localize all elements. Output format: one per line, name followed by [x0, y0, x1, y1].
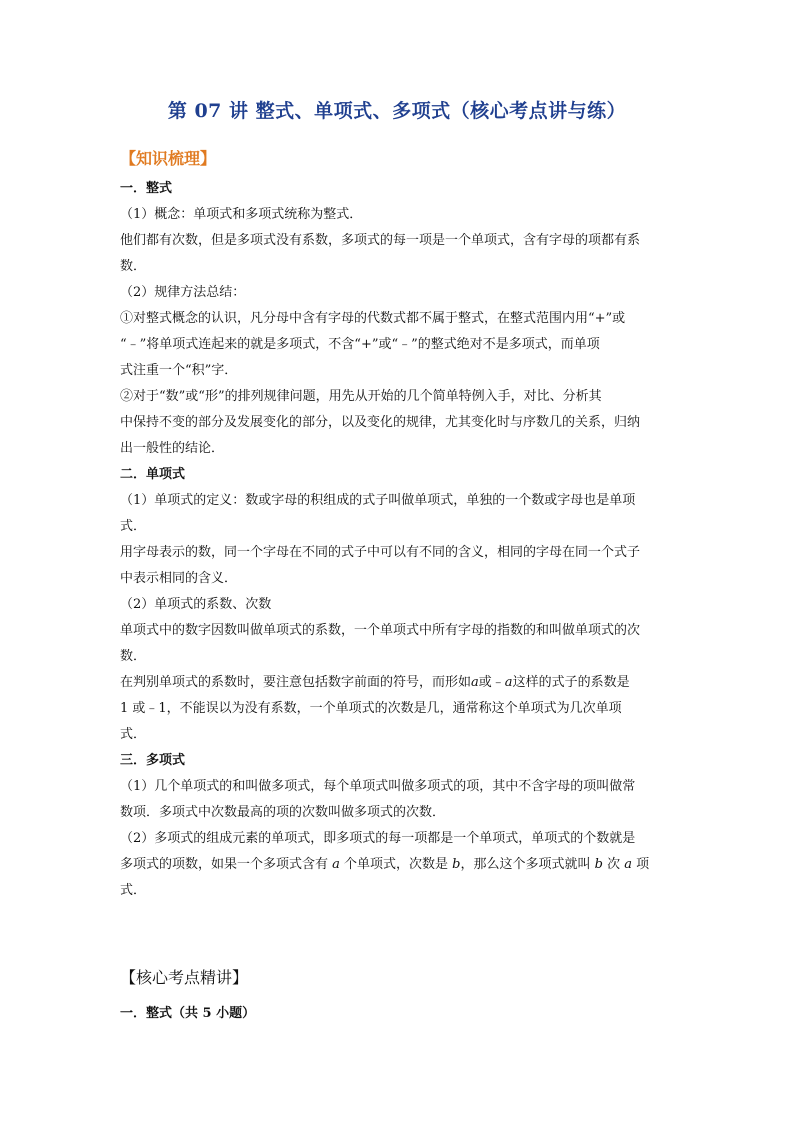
knowledge-body	[120, 176, 680, 904]
section-heading-monomial: 二．单项式	[120, 467, 186, 482]
page-title: 第 07 讲 整式、单项式、多项式（核心考点讲与练）	[167, 100, 627, 122]
math-variable: a	[332, 857, 340, 872]
text-run: 项	[632, 857, 650, 872]
paragraph: 出一般性的结论．	[120, 441, 225, 456]
core-subheading: 一．整式（共 5 小题）	[120, 1006, 256, 1021]
core-heading: 【核心考点精讲】	[120, 968, 249, 987]
math-variable: b	[594, 857, 603, 872]
paragraph: 他们都有次数，但是多项式没有系数，多项式的每一项是一个单项式，含有字母的项都有系	[120, 233, 641, 248]
paragraph: ①对整式概念的认识，凡分母中含有字母的代数式都不属于整式，在整式范围内用“+”或	[120, 311, 626, 326]
paragraph: 中表示相同的含义．	[120, 571, 238, 586]
text-run: 这样的式子的系数是	[512, 675, 630, 690]
text-run: 个单项式，次数是	[339, 857, 453, 872]
paragraph: 式．	[120, 883, 147, 898]
paragraph: “﹣”将单项式连起来的就是多项式，不含“+”或“﹣”的整式绝对不是多项式，而单项	[120, 337, 600, 352]
paragraph	[120, 670, 680, 696]
paragraph	[120, 852, 680, 878]
text-run: 次	[602, 857, 625, 872]
math-variable: a	[504, 675, 513, 690]
paragraph: 式．	[120, 727, 147, 742]
paragraph: （1）单项式的定义：数或字母的积组成的式子叫做单项式，单独的一个数或字母也是单项	[120, 493, 636, 508]
text-run: ，那么这个多项式就叫	[460, 857, 595, 872]
paragraph: （2）规律方法总结：	[120, 285, 246, 300]
paragraph: 用字母表示的数，同一个字母在不同的式子中可以有不同的含义，相同的字母在同一个式子	[120, 545, 641, 560]
section-heading-polynomial-expr: 一．整式	[120, 181, 173, 196]
paragraph: （1）概念：单项式和多项式统称为整式．	[120, 207, 363, 222]
math-variable: b	[452, 857, 461, 872]
text-run: 在判别单项式的系数时，要注意包括数字前面的符号，而形如	[120, 675, 472, 690]
paragraph: ②对于“数”或“形”的排列规律问题，用先从开始的几个简单特例入手，对比、分析其	[120, 389, 602, 404]
math-variable: a	[624, 857, 632, 872]
math-variable: a	[471, 675, 479, 690]
paragraph: 单项式中的数字因数叫做单项式的系数，一个单项式中所有字母的指数的和叫做单项式的次	[120, 623, 641, 638]
paragraph: 式注重一个“积”字．	[120, 363, 238, 378]
paragraph: 1 或﹣1，不能误以为没有系数，一个单项式的次数是几，通常称这个单项式为几次单项	[120, 701, 622, 716]
paragraph: 数项．多项式中次数最高的项的次数叫做多项式的次数．	[120, 805, 446, 820]
section-heading-polynomial: 三．多项式	[120, 753, 186, 768]
paragraph: 数．	[120, 259, 147, 274]
text-run: 或﹣	[478, 675, 505, 690]
paragraph: 中保持不变的部分及发展变化的部分，以及变化的规律，尤其变化时与序数几的关系，归纳	[120, 415, 641, 430]
paragraph: （2）多项式的组成元素的单项式，即多项式的每一项都是一个单项式，单项式的个数就是	[120, 831, 636, 846]
paragraph: （2）单项式的系数、次数	[120, 597, 272, 612]
paragraph: 数．	[120, 649, 147, 664]
knowledge-heading: 【知识梳理】	[120, 149, 217, 168]
paragraph: （1）几个单项式的和叫做多项式，每个单项式叫做多项式的项，其中不含字母的项叫做常	[120, 779, 636, 794]
paragraph: 式．	[120, 519, 147, 534]
text-run: 多项式的项数，如果一个多项式含有	[120, 857, 333, 872]
